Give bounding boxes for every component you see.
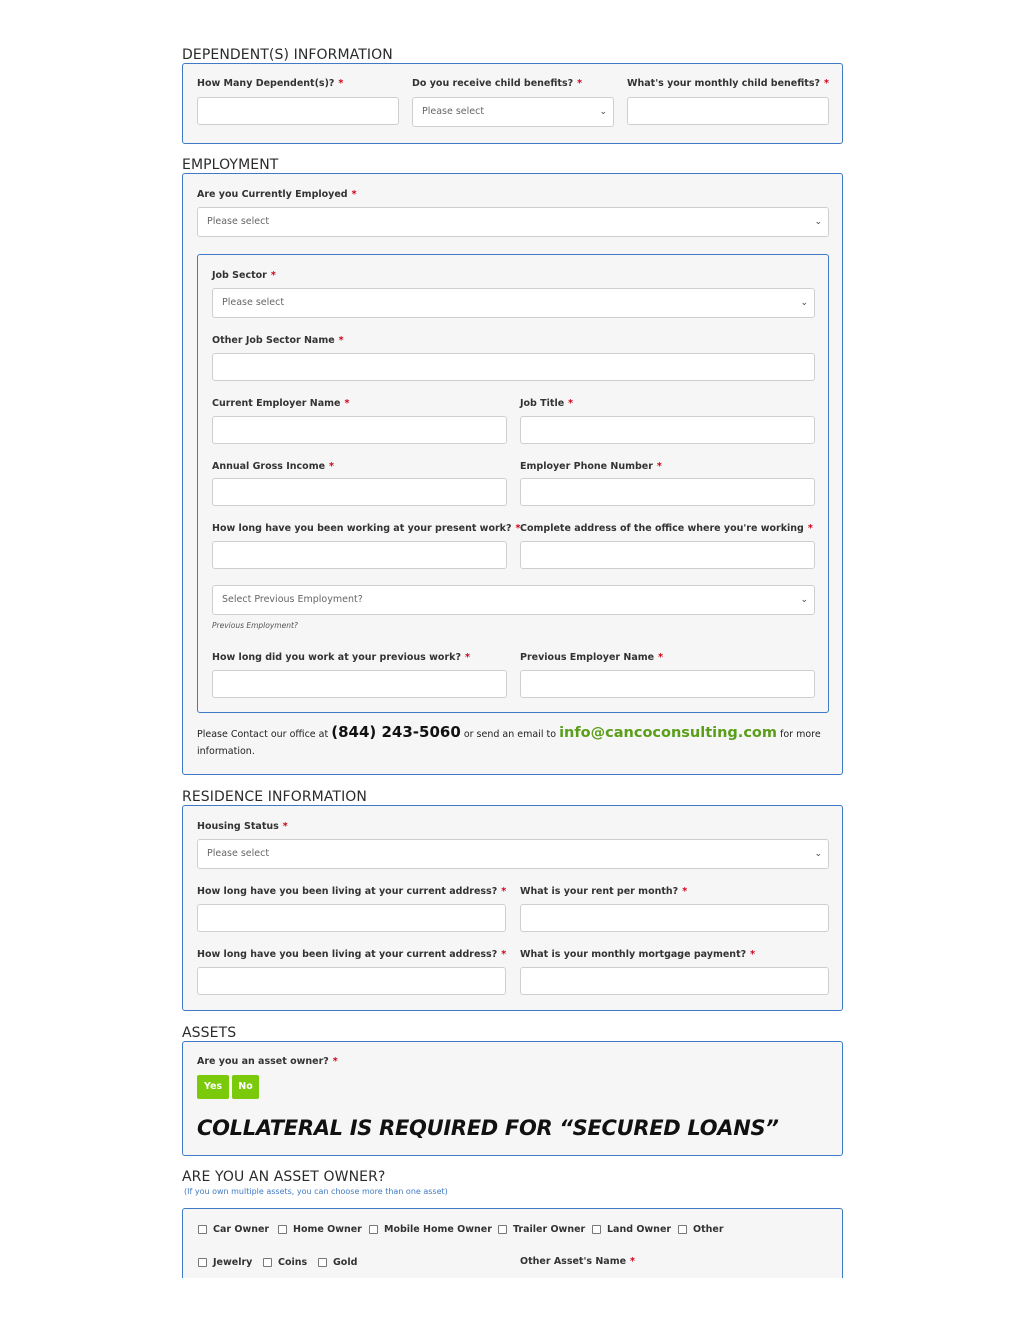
child-benefits-label: Do you receive child benefits? * bbox=[412, 78, 583, 89]
job-title-label: Job Title * bbox=[520, 398, 574, 409]
job-title-input[interactable] bbox=[520, 416, 815, 444]
checkbox-box[interactable] bbox=[198, 1225, 207, 1234]
section-title-asset-owner: ARE YOU AN ASSET OWNER? bbox=[182, 1169, 386, 1185]
previous-employer-label: Previous Employer Name * bbox=[520, 652, 664, 663]
previous-employment-select[interactable]: Select Previous Employment? ⌄ bbox=[212, 585, 815, 615]
chevron-down-icon: ⌄ bbox=[599, 107, 607, 117]
section-title-dependents: DEPENDENT(S) INFORMATION bbox=[182, 47, 393, 63]
how-long-previous-label: How long did you work at your previous work? * bbox=[212, 652, 470, 663]
living-duration-label-1: How long have you been living at your current address? * bbox=[197, 886, 507, 897]
section-title-assets: ASSETS bbox=[182, 1025, 237, 1041]
chevron-down-icon: ⌄ bbox=[800, 298, 808, 308]
child-benefits-select[interactable]: Please select ⌄ bbox=[412, 97, 614, 127]
living-duration-input-2[interactable] bbox=[197, 967, 506, 995]
how-long-previous-input[interactable] bbox=[212, 670, 507, 698]
annual-income-input[interactable] bbox=[212, 478, 507, 506]
dependents-panel bbox=[182, 63, 843, 144]
checkbox-box[interactable] bbox=[263, 1258, 272, 1267]
checkbox-box[interactable] bbox=[198, 1258, 207, 1267]
how-many-dependents-input[interactable] bbox=[197, 97, 399, 125]
other-job-sector-input[interactable] bbox=[212, 353, 815, 381]
checkbox-jewelry[interactable]: Jewelry bbox=[198, 1257, 252, 1268]
living-duration-label-2: How long have you been living at your current address? * bbox=[197, 949, 507, 960]
asset-owner-subtitle: (If you own multiple assets, you can choose more than one asset) bbox=[184, 1187, 448, 1196]
living-duration-input-1[interactable] bbox=[197, 904, 506, 932]
collateral-notice: COLLATERAL IS REQUIRED FOR “SECURED LOANS” bbox=[197, 1116, 779, 1140]
contact-phone: (844) 243-5060 bbox=[331, 723, 461, 741]
section-title-residence: RESIDENCE INFORMATION bbox=[182, 789, 368, 805]
other-job-sector-label: Other Job Sector Name * bbox=[212, 335, 344, 346]
job-sector-label: Job Sector * bbox=[212, 270, 276, 281]
office-address-label: Complete address of the office where you're working * bbox=[520, 523, 813, 534]
job-sector-select[interactable]: Please select ⌄ bbox=[212, 288, 815, 318]
other-asset-name-label: Other Asset's Name * bbox=[520, 1256, 636, 1267]
how-long-present-input[interactable] bbox=[212, 541, 507, 569]
checkbox-mobile-home-owner[interactable]: Mobile Home Owner bbox=[369, 1224, 492, 1235]
chevron-down-icon: ⌄ bbox=[814, 217, 822, 227]
employment-details-panel bbox=[197, 254, 829, 713]
asset-owner-label: Are you an asset owner? * bbox=[197, 1056, 338, 1067]
checkbox-box[interactable] bbox=[318, 1258, 327, 1267]
mortgage-payment-input[interactable] bbox=[520, 967, 829, 995]
checkbox-box[interactable] bbox=[592, 1225, 601, 1234]
checkbox-box[interactable] bbox=[498, 1225, 507, 1234]
contact-info-text: Please Contact our office at (844) 243-5060 or send an email to info@cancoconsulting.com for more information. bbox=[197, 723, 821, 757]
previous-employment-hint: Previous Employment? bbox=[212, 621, 298, 630]
monthly-benefits-label: What's your monthly child benefits? * bbox=[627, 78, 829, 89]
currently-employed-select[interactable]: Please select ⌄ bbox=[197, 207, 829, 237]
checkbox-box[interactable] bbox=[678, 1225, 687, 1234]
current-employer-label: Current Employer Name * bbox=[212, 398, 350, 409]
office-address-input[interactable] bbox=[520, 541, 815, 569]
mortgage-payment-label: What is your monthly mortgage payment? * bbox=[520, 949, 756, 960]
monthly-benefits-input[interactable] bbox=[627, 97, 829, 125]
employer-phone-input[interactable] bbox=[520, 478, 815, 506]
previous-employer-input[interactable] bbox=[520, 670, 815, 698]
assets-panel bbox=[182, 1041, 843, 1156]
employer-phone-label: Employer Phone Number * bbox=[520, 461, 662, 472]
housing-status-select[interactable]: Please select ⌄ bbox=[197, 839, 829, 869]
checkbox-coins[interactable]: Coins bbox=[263, 1257, 307, 1268]
rent-per-month-input[interactable] bbox=[520, 904, 829, 932]
checkbox-gold[interactable]: Gold bbox=[318, 1257, 357, 1268]
currently-employed-label: Are you Currently Employed * bbox=[197, 189, 357, 200]
rent-per-month-label: What is your rent per month? * bbox=[520, 886, 688, 897]
checkbox-trailer-owner[interactable]: Trailer Owner bbox=[498, 1224, 585, 1235]
current-employer-input[interactable] bbox=[212, 416, 507, 444]
contact-email-link[interactable]: info@cancoconsulting.com bbox=[559, 725, 777, 741]
checkbox-home-owner[interactable]: Home Owner bbox=[278, 1224, 362, 1235]
annual-income-label: Annual Gross Income * bbox=[212, 461, 335, 472]
checkbox-land-owner[interactable]: Land Owner bbox=[592, 1224, 671, 1235]
chevron-down-icon: ⌄ bbox=[814, 849, 822, 859]
housing-status-label: Housing Status * bbox=[197, 821, 288, 832]
checkbox-car-owner[interactable]: Car Owner bbox=[198, 1224, 269, 1235]
how-many-dependents-label: How Many Dependent(s)? * bbox=[197, 78, 344, 89]
page-bottom-edge bbox=[0, 1278, 1024, 1325]
residence-panel bbox=[182, 805, 843, 1011]
chevron-down-icon: ⌄ bbox=[800, 595, 808, 605]
yes-button[interactable]: Yes bbox=[197, 1075, 229, 1099]
checkbox-box[interactable] bbox=[278, 1225, 287, 1234]
checkbox-other[interactable]: Other bbox=[678, 1224, 724, 1235]
checkbox-box[interactable] bbox=[369, 1225, 378, 1234]
no-button[interactable]: No bbox=[232, 1075, 259, 1099]
how-long-present-label: How long have you been working at your present work? * bbox=[212, 523, 521, 534]
section-title-employment: EMPLOYMENT bbox=[182, 157, 279, 173]
employment-panel bbox=[182, 173, 843, 775]
